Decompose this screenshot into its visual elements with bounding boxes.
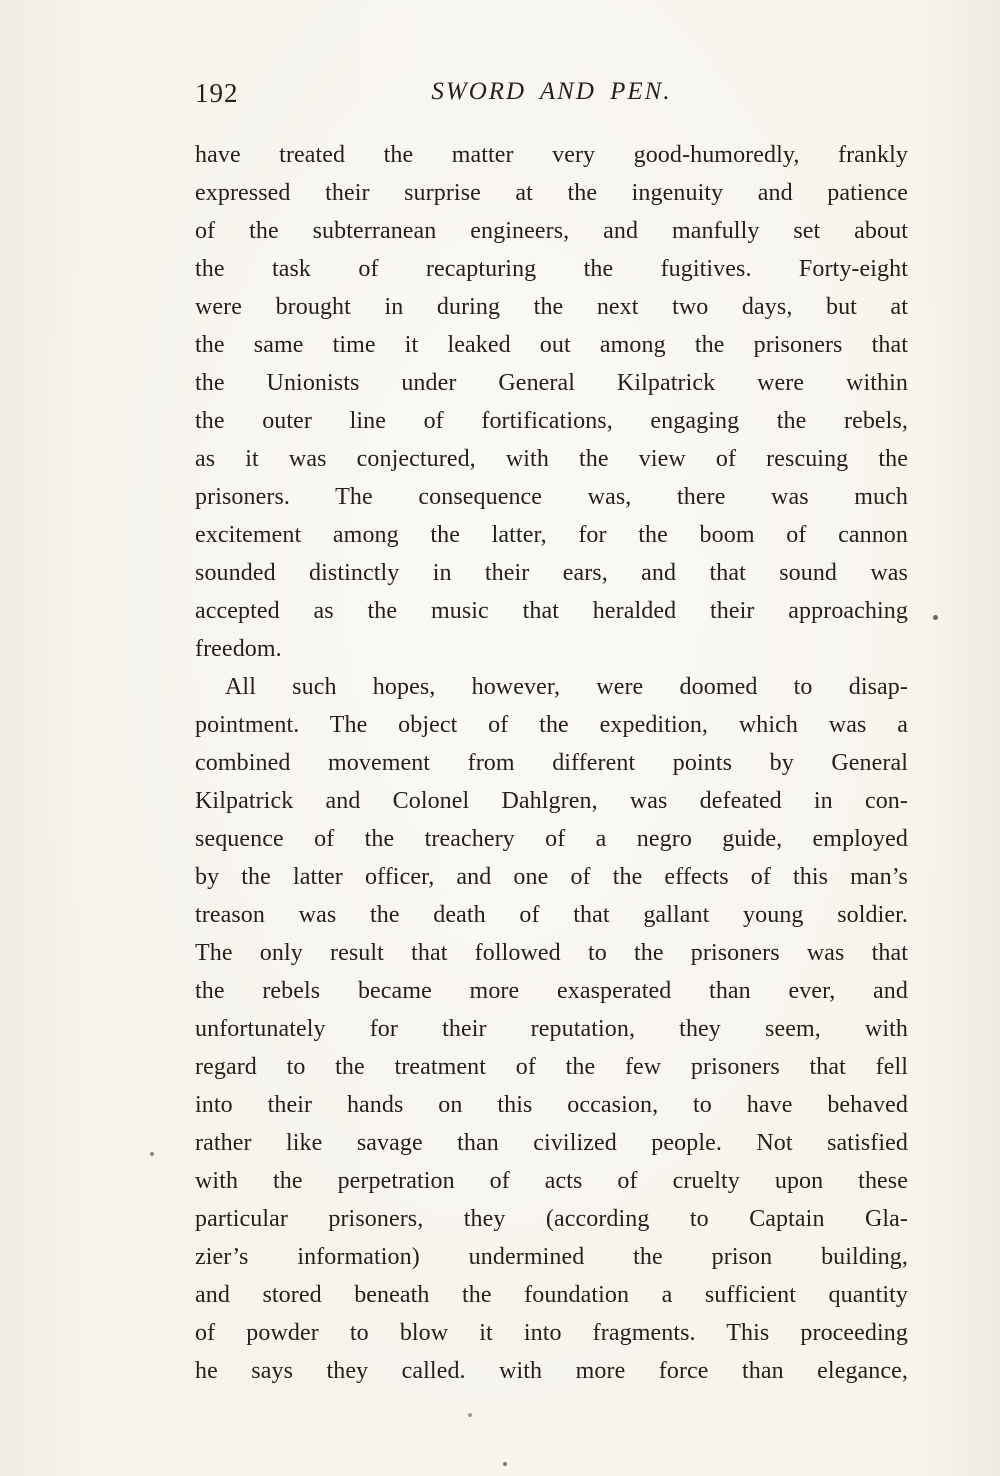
text-line: sequence of the treachery of a negro guide, employed bbox=[195, 826, 908, 852]
text-line: as it was conjectured, with the view of rescuing the bbox=[195, 446, 908, 472]
text-line: he says they called. with more force than elegance, bbox=[195, 1358, 908, 1384]
text-line: accepted as the music that heralded their approaching bbox=[195, 598, 908, 624]
text-line: the rebels became more exasperated than ever, and bbox=[195, 978, 908, 1004]
scan-artifact-dot bbox=[503, 1462, 507, 1466]
text-line: combined movement from different points by General bbox=[195, 750, 908, 776]
text-line: treason was the death of that gallant young soldier. bbox=[195, 902, 908, 928]
text-body bbox=[195, 136, 908, 1390]
paragraph bbox=[195, 668, 908, 1390]
text-line: Kilpatrick and Colonel Dahlgren, was defeated in con- bbox=[195, 788, 908, 814]
text-line: with the perpetration of acts of cruelty upon these bbox=[195, 1168, 908, 1194]
text-line: and stored beneath the foundation a sufficient quantity bbox=[195, 1282, 908, 1308]
text-line: freedom. bbox=[195, 636, 282, 662]
text-line: the Unionists under General Kilpatrick were within bbox=[195, 370, 908, 396]
text-line: of powder to blow it into fragments. This proceeding bbox=[195, 1320, 908, 1346]
text-line: of the subterranean engineers, and manfully set about bbox=[195, 218, 908, 244]
text-line: prisoners. The consequence was, there was much bbox=[195, 484, 908, 510]
running-title: SWORD AND PEN. bbox=[431, 78, 672, 105]
text-line: pointment. The object of the expedition, which was a bbox=[195, 712, 908, 738]
text-line: sounded distinctly in their ears, and that sound was bbox=[195, 560, 908, 586]
text-line: unfortunately for their reputation, they seem, with bbox=[195, 1016, 908, 1042]
scan-artifact-dot bbox=[933, 615, 938, 620]
text-line: particular prisoners, they (according to Captain Gla- bbox=[195, 1206, 908, 1232]
scan-artifact-dot bbox=[150, 1152, 154, 1156]
text-line: the same time it leaked out among the prisoners that bbox=[195, 332, 908, 358]
text-line: rather like savage than civilized people. Not satisfied bbox=[195, 1130, 908, 1156]
text-line: by the latter officer, and one of the effects of this man’s bbox=[195, 864, 908, 890]
text-line: the outer line of fortifications, engaging the rebels, bbox=[195, 408, 908, 434]
text-line: expressed their surprise at the ingenuity and patience bbox=[195, 180, 908, 206]
text-line: have treated the matter very good-humoredly, frankly bbox=[195, 142, 908, 168]
scan-artifact-dot bbox=[468, 1413, 472, 1417]
text-line: into their hands on this occasion, to have behaved bbox=[195, 1092, 908, 1118]
text-line: zier’s information) undermined the prison building, bbox=[195, 1244, 908, 1270]
text-line: All such hopes, however, were doomed to disap- bbox=[225, 674, 908, 700]
page-number: 192 bbox=[195, 78, 239, 108]
text-line: The only result that followed to the prisoners was that bbox=[195, 940, 908, 966]
text-line: excitement among the latter, for the boom of cannon bbox=[195, 522, 908, 548]
text-line: regard to the treatment of the few prisoners that fell bbox=[195, 1054, 908, 1080]
page-header bbox=[195, 78, 908, 112]
paragraph bbox=[195, 136, 908, 668]
text-line: the task of recapturing the fugitives. Forty-eight bbox=[195, 256, 908, 282]
text-line: were brought in during the next two days, but at bbox=[195, 294, 908, 320]
